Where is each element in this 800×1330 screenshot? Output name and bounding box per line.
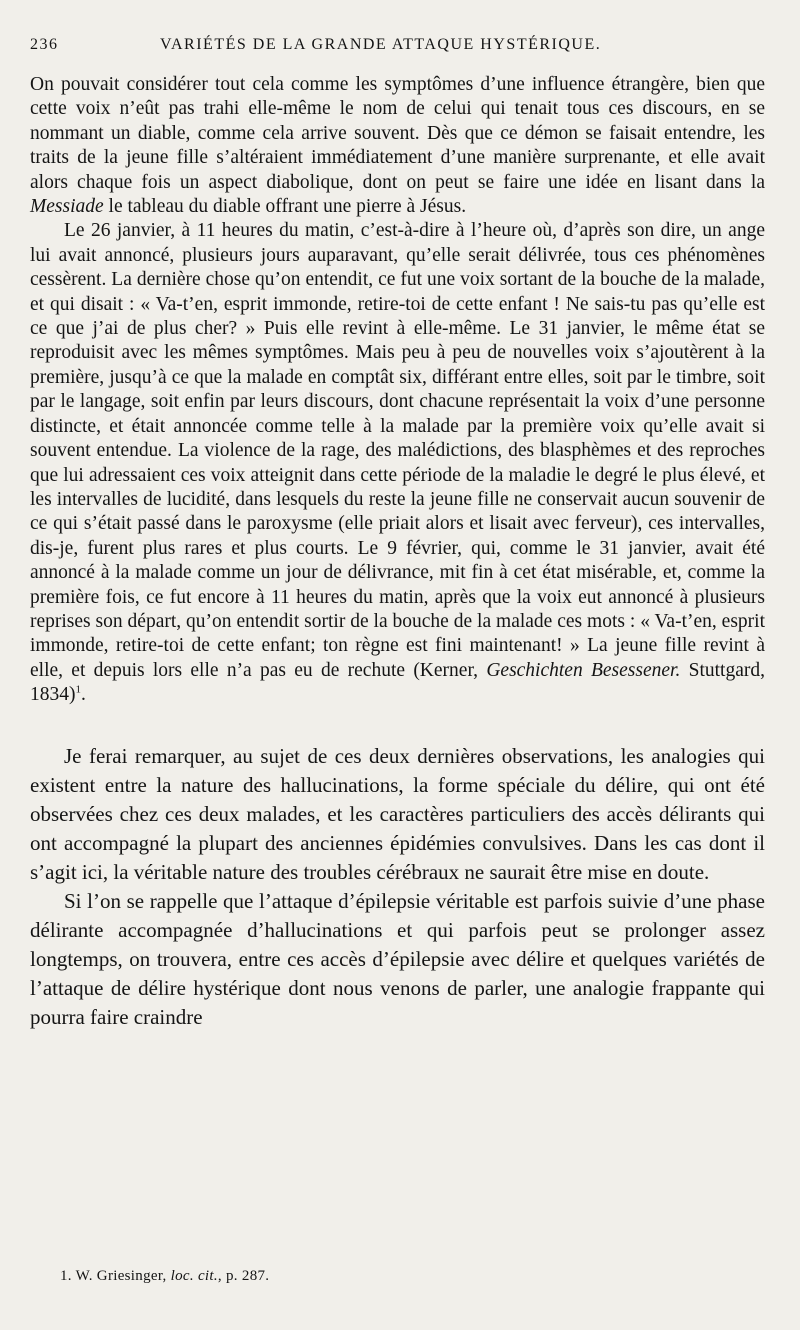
paragraph-4: Si l’on se rappelle que l’attaque d’épilepsie véritable est parfois suivie d’une phase délirante accompagnée d’hallucinations et qui parfois peut se prolonger assez longtemps, on trouvera, entre ces accès d’épilepsie avec délire et quelques variétés de l’attaque de délire hystérique dont nous venons de parler, une analogie frappante qui pourra faire craindre bbox=[30, 888, 765, 1029]
footnote: 1. W. Griesinger, loc. cit., p. 287. bbox=[60, 1268, 270, 1284]
running-title: VARIÉTÉS DE LA GRANDE ATTAQUE HYSTÉRIQUE. bbox=[160, 36, 602, 53]
page-body bbox=[30, 73, 765, 1032]
footnote-reference: 1 bbox=[75, 683, 81, 696]
paragraph-2: Le 26 janvier, à 11 heures du matin, c’est-à-dire à l’heure où, d’après son dire, un ange lui avait annoncé, plusieurs jours auparavant, qu’elle serait délivrée, tous ces phénomènes cessèrent. La dernière chose qu’on entendit, ce fut une voix sortant de la bouche de la malade, et qui disait : « Va-t’en, esprit immonde, retire-toi de cette enfant ! Ne sais-tu pas qu’elle est ce que j’ai de plus cher? » Puis elle revint à elle-même. Le 31 janvier, le même état se reproduisit avec les mêmes symptômes. Mais peu à peu de nouvelles voix s’ajoutèrent à la première, jusqu’à ce que la malade en comptât six, différant entre elles, soit par le timbre, soit par le langage, soit enfin par leurs discours, dont chacune représentait la voix d’une personne distincte, et était annoncée comme telle à la malade par la première voix qu’elle avait si souvent entendue. La violence de la rage, des malédictions, des blasphèmes et des reproches que lui adressaient ces voix atteignit dans cette période de la maladie le degré le plus élevé, et les intervalles de lucidité, dans lesquels du reste la jeune fille ne conservait aucun souvenir de ce qui s’était passé dans le paroxysme (elle priait alors et lisait avec ferveur), ces intervalles, dis-je, furent plus rares et plus courts. Le 9 février, qui, comme le 31 janvier, avait été annoncé à la malade comme un jour de délivrance, mit fin à cet état misérable, et, comme la première fois, ce fut encore à 11 heures du matin, après que la voix eut annoncé à plusieurs reprises son départ, qu’on entendit sortir de la bouche de la malade ces mots : « Va-t’en, esprit immonde, retire-toi de cette enfant; ton règne est fini maintenant! » La jeune fille revint à elle, et depuis lors elle n’a pas eu de rechute (Kerner, Geschichten Besessener. Stuttgard, 1834)$^1$. bbox=[30, 220, 765, 706]
emphasis-book-title: Geschichten Besessener. bbox=[486, 659, 681, 681]
paragraph-3: Je ferai remarquer, au sujet de ces deux dernières observations, les analogies qui existent entre la nature des hallucinations, la forme spéciale du délire, qui ont été observées chez ces deux malades, et les caractères particuliers des accès délirants qui ont accompagné la plupart des anciennes épidémies convulsives. Dans les cas dont il s’agit ici, la véritable nature des troubles cérébraux ne saurait être mise en doute. bbox=[30, 743, 765, 884]
page-number: 236 bbox=[30, 36, 59, 53]
paragraph-1: On pouvait considérer tout cela comme les symptômes d’une influence étrangère, bien que cette voix n’eût pas trahi elle-même le nom de celui qui tenait tous ces discours, en se nommant un diable, comme cela arrive souvent. Dès que ce démon se faisait entendre, les traits de la jeune fille s’altéraient immédiatement d’une manière surprenante, et elle avait alors chaque fois un aspect diabolique, dont on peut se faire une idée en lisant dans la Messiade le tableau du diable offrant une pierre à Jésus. bbox=[30, 74, 765, 218]
running-header bbox=[30, 36, 770, 60]
emphasis-messiade: Messiade bbox=[30, 196, 104, 218]
